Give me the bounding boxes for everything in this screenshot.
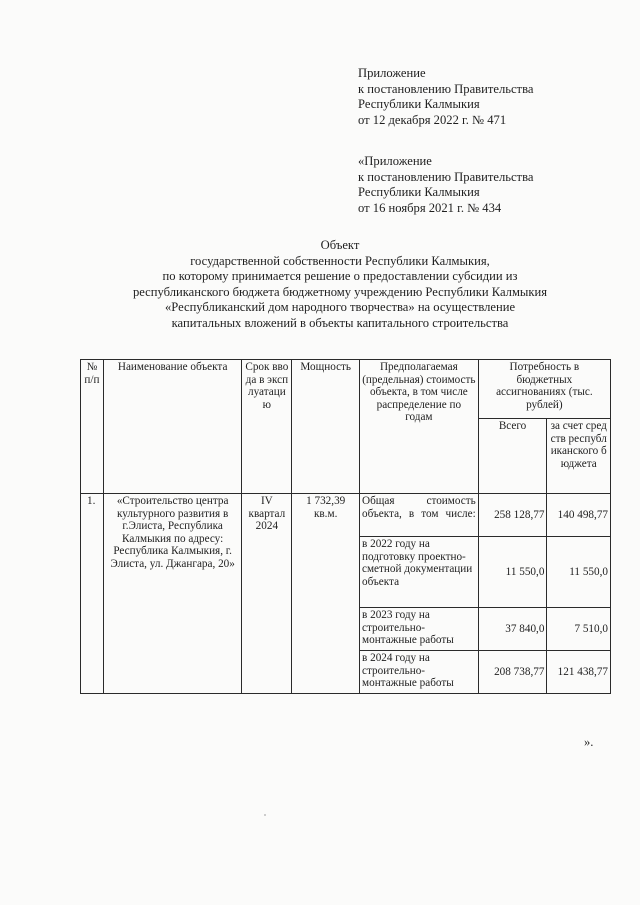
title-line: республиканского бюджета бюджетному учреждению Республики Калмыкия: [132, 284, 548, 299]
header-capacity: Мощность: [292, 360, 360, 494]
cost-line-desc: в 2024 году на строительно-монтажные работы: [360, 651, 479, 694]
row-num: 1.: [81, 494, 104, 694]
scan-speck: [264, 814, 266, 816]
document-title: [60, 238, 620, 331]
title-line: государственной собственности Республики Калмыкия,: [190, 253, 490, 268]
row-name: «Строительство центра культурного развития в г.Элиста, Республика Калмыкия по адресу: Республика Калмыкия, г. Элиста, ул. Джангара, 20»: [103, 494, 241, 694]
appendix-line: «Приложение: [358, 154, 432, 168]
cost-line-total: 37 840,0: [478, 608, 547, 651]
appendix-line: к постановлению Правительства: [358, 169, 534, 184]
closing-quote: ».: [584, 735, 594, 749]
cost-line-total: 258 128,77: [478, 494, 547, 537]
cost-line-republic: 121 438,77: [547, 651, 611, 694]
appendix-line: к постановлению Правительства: [358, 81, 534, 96]
cost-line-total: 11 550,0: [478, 537, 547, 608]
cost-line-desc: в 2022 году на подготовку проектно-сметной документации объекта: [360, 537, 479, 608]
appendix-line: Приложение: [358, 66, 426, 80]
cost-line-republic: 7 510,0: [547, 608, 611, 651]
header-row: [81, 360, 611, 419]
header-need: Потребность в бюджетных ассигнованиях (тыс. рублей): [478, 360, 610, 419]
cost-line-republic: 140 498,77: [547, 494, 611, 537]
header-term: Срок ввода в эксплуатацию: [242, 360, 292, 494]
header-cost: Предполагаемая (предельная) стоимость объекта, в том числе распределение по годам: [360, 360, 479, 494]
appendix-line: Республики Калмыкия: [358, 185, 480, 200]
title-line: капитальных вложений в объекты капитального строительства: [171, 315, 509, 330]
cost-line-total: 208 738,77: [478, 651, 547, 694]
appendix-line: Республики Калмыкия: [358, 97, 480, 112]
cost-line-desc: в 2023 году на строительно-монтажные работы: [360, 608, 479, 651]
object-table: [80, 359, 611, 694]
title-line: по которому принимается решение о предоставлении субсидии из: [162, 269, 518, 283]
header-name: Наименование объекта: [103, 360, 241, 494]
header-republic: за счет средств республиканского бюджета: [547, 419, 611, 494]
appendix-current: [358, 66, 533, 128]
title-line: Объект: [320, 238, 360, 252]
title-line: «Республиканский дом народного творчества» на осуществление: [164, 300, 516, 314]
header-num: № п/п: [81, 360, 104, 494]
cost-line-republic: 11 550,0: [547, 537, 611, 608]
header-total: Всего: [478, 419, 547, 494]
row-term: IV квартал 2024: [242, 494, 292, 694]
table-row: [81, 494, 611, 537]
appendix-line: от 12 декабря 2022 г. № 471: [358, 112, 507, 127]
appendix-line: от 16 ноября 2021 г. № 434: [358, 200, 502, 215]
row-capacity: 1 732,39 кв.м.: [292, 494, 360, 694]
cost-line-desc: Общая стоимость объекта, в том числе:: [360, 494, 479, 537]
appendix-original: [358, 154, 533, 216]
